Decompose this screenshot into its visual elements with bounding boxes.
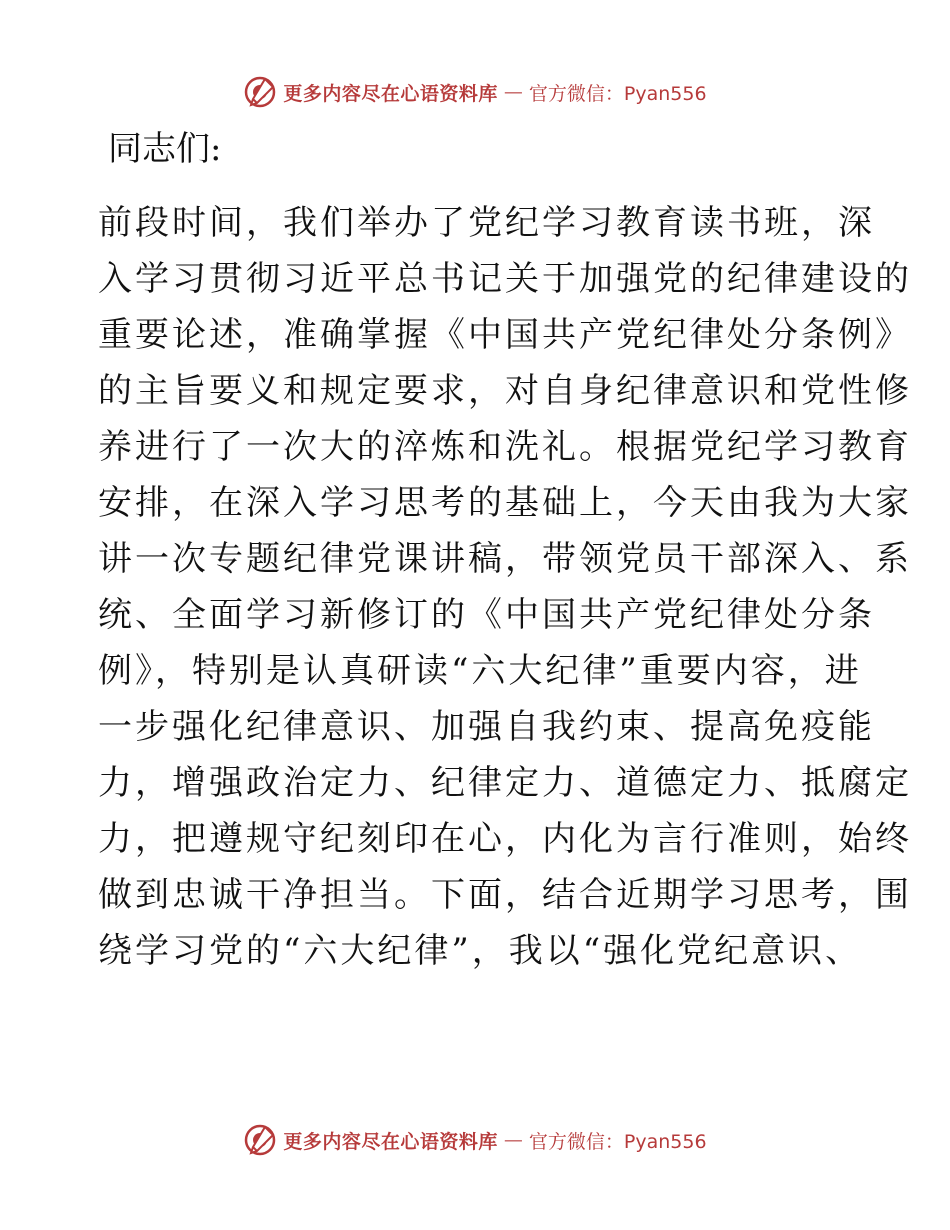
- body-line: 的主旨要义和规定要求，对自身纪律意识和党性修: [98, 371, 912, 411]
- body-line: 统、全面学习新修订的《中国共产党纪律处分条: [98, 595, 875, 635]
- body-line: 讲一次专题纪律党课讲稿，带领党员干部深入、系: [98, 539, 912, 579]
- body-line: 前段时间，我们举办了党纪学习教育读书班，深: [98, 203, 875, 243]
- greeting-heading: 同志们:: [108, 129, 222, 169]
- document-body: [98, 195, 912, 979]
- body-line: 绕学习党的“六大纪律”，我以“强化党纪意识、: [98, 931, 863, 971]
- footer-watermark: [0, 1120, 950, 1160]
- watermark-wechat-text: 官方微信：Pyan556: [528, 1130, 707, 1153]
- body-line: 力，增强政治定力、纪律定力、道德定力、抵腐定: [98, 763, 912, 803]
- brand-logo-icon: [243, 1123, 277, 1157]
- body-line: 例》，特别是认真研读“六大纪律”重要内容，进: [98, 651, 862, 691]
- body-line: 一步强化纪律意识、加强自我约束、提高免疫能: [98, 707, 875, 747]
- body-line: 养进行了一次大的淬炼和洗礼。根据党纪学习教育: [98, 427, 912, 467]
- brand-logo-icon: [243, 75, 277, 109]
- watermark-separator: —: [503, 1129, 523, 1151]
- header-watermark: [0, 72, 950, 112]
- watermark-brand-text: 更多内容尽在心语资料库: [283, 82, 498, 105]
- body-line: 入学习贯彻习近平总书记关于加强党的纪律建设的: [98, 259, 912, 299]
- body-line: 做到忠诚干净担当。下面，结合近期学习思考，围: [98, 875, 912, 915]
- watermark-wechat-text: 官方微信：Pyan556: [528, 82, 707, 105]
- watermark-brand-text: 更多内容尽在心语资料库: [283, 1130, 498, 1153]
- watermark-separator: —: [503, 81, 523, 103]
- body-line: 安排，在深入学习思考的基础上，今天由我为大家: [98, 483, 912, 523]
- body-line: 重要论述，准确掌握《中国共产党纪律处分条例》: [98, 315, 912, 355]
- body-line: 力，把遵规守纪刻印在心，内化为言行准则，始终: [98, 819, 912, 859]
